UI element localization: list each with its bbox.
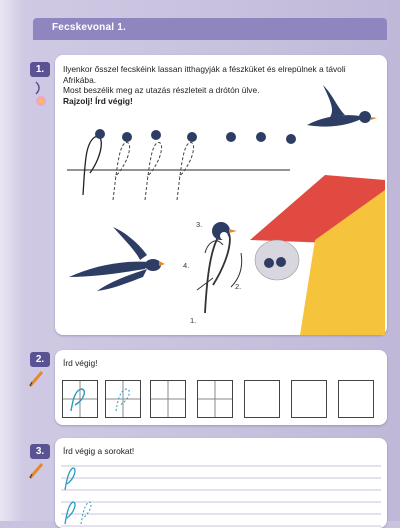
exercise-3-number: 3.: [30, 444, 50, 459]
exercise-3-instruction: Írd végig a sorokat!: [63, 446, 135, 456]
exercise-1-number: 1.: [30, 62, 50, 77]
exercise-2-number: 2.: [30, 352, 50, 367]
writing-box[interactable]: [62, 380, 98, 418]
text-line: Rajzolj! Írd végig!: [63, 95, 133, 106]
stroke-label: 3.: [196, 220, 203, 229]
writing-box[interactable]: [244, 380, 280, 418]
writing-box[interactable]: [338, 380, 374, 418]
exercise-2-card: [55, 350, 387, 425]
writing-box[interactable]: [150, 380, 186, 418]
text-line: Most beszélik meg az utazás részleteit a drótón ülve.: [63, 85, 260, 95]
stroke-label: 4.: [183, 261, 190, 270]
writing-lines[interactable]: [55, 438, 387, 528]
page-title: Fecskevonal 1.: [52, 22, 126, 33]
exercise-1-card: [55, 55, 387, 335]
exercise-1-illustration: [55, 55, 387, 335]
text-line: Afrikába.: [63, 74, 97, 85]
stroke-label: 2.: [235, 282, 242, 291]
text-line: Ilyenkor ősszel fecskéink lassan itthagyják a fészküket és elrepülnek a távoli: [63, 64, 346, 74]
pencil-icon: [28, 460, 46, 480]
stroke-label: 1.: [190, 316, 197, 325]
flower-pencil-icon: [30, 80, 52, 110]
writing-box[interactable]: [105, 380, 141, 418]
pencil-icon: [28, 368, 46, 388]
writing-box[interactable]: [291, 380, 327, 418]
writing-box[interactable]: [197, 380, 233, 418]
exercise-3-card: [55, 438, 387, 528]
exercise-2-instruction: Írd végig!: [63, 358, 98, 368]
